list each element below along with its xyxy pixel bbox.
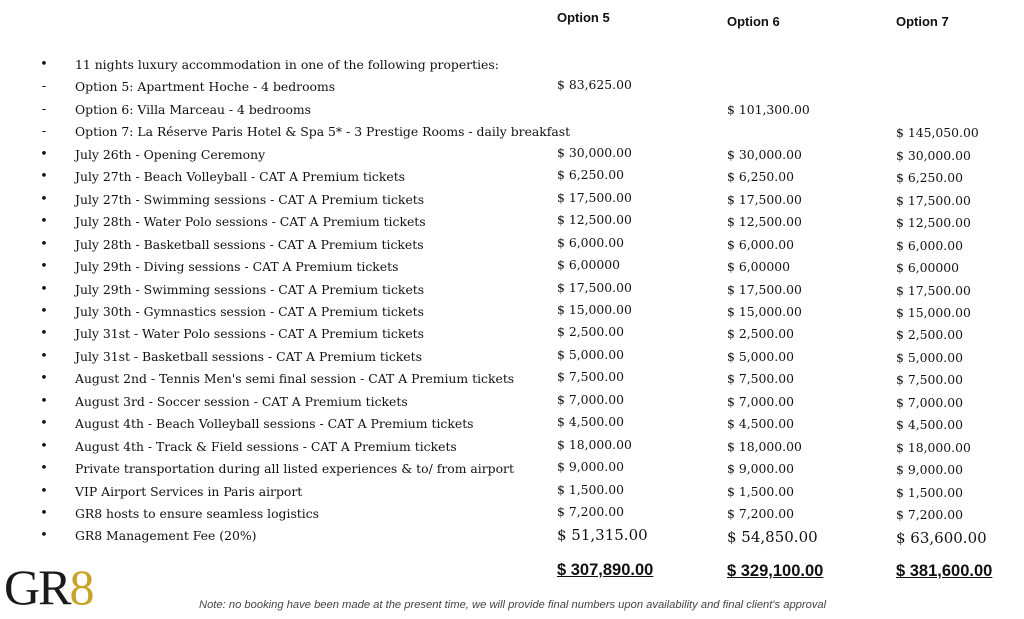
row-option-5-price: $ 30,000.00 [557,144,632,160]
row-option-6-price: $ 17,500.00 [727,281,802,297]
row-option-6-price: $ 54,850.00 [727,528,818,547]
table-row [0,144,1024,169]
row-option-7-price: $ 2,500.00 [896,327,963,343]
row-description: VIP Airport Services in Paris airport [75,483,303,499]
row-description: July 30th - Gymnastics session - CAT A Premium tickets [75,303,424,319]
row-description: August 4th - Beach Volleyball sessions - CAT A Premium tickets [75,416,474,432]
row-option-7-price: $ 18,000.00 [896,439,971,455]
logo-text: GR [4,559,70,615]
row-description: Option 6: Villa Marceau - 4 bedrooms [75,101,312,117]
row-option-7-price: $ 7,500.00 [896,372,963,388]
table-row [0,346,1024,371]
row-description: August 3rd - Soccer session - CAT A Premium tickets [75,393,408,409]
table-row [0,102,1024,124]
table-row [0,461,1024,483]
row-option-5-price: $ 6,00000 [557,257,621,273]
row-option-6-price: $ 1,500.00 [727,483,794,499]
table-row [0,124,1024,146]
table-row [0,234,1024,259]
row-description: July 29th - Diving sessions - CAT A Premium tickets [75,259,399,275]
row-option-7-price: $ 6,250.00 [896,170,963,186]
row-option-5-price: $ 7,000.00 [557,391,624,407]
row-option-7-price: $ 9,000.00 [896,462,963,478]
row-description: Option 7: La Réserve Paris Hotel & Spa 5* - 3 Prestige Rooms - daily breakfast [75,124,571,140]
row-option-5-price: $ 18,000.00 [557,436,632,452]
total-option-6: $ 329,100.00 [727,562,824,580]
row-description: July 27th - Swimming sessions - CAT A Premium tickets [75,191,425,207]
row-option-7-price: $ 7,000.00 [896,394,963,410]
table-row [0,371,1024,393]
row-option-7-price: $ 4,500.00 [896,417,963,433]
row-description: August 2nd - Tennis Men's semi final session - CAT A Premium tickets [75,371,515,387]
header-option-5: Option 5 [557,10,610,25]
row-description: July 31st - Water Polo sessions - CAT A Premium tickets [75,326,424,342]
row-bullet: • [40,259,48,275]
row-description: July 26th - Opening Ceremony [75,146,266,162]
row-option-7-price: $ 5,000.00 [896,349,963,365]
total-option-7: $ 381,600.00 [896,562,993,580]
gr8-logo [4,557,92,617]
row-bullet: • [40,393,48,409]
table-row [0,214,1024,236]
row-option-5-price: $ 83,625.00 [557,77,632,93]
row-option-7-price: $ 17,500.00 [896,282,971,298]
table-row [0,79,1024,101]
row-option-6-price: $ 4,500.00 [727,416,794,432]
row-bullet: • [40,169,48,185]
row-option-5-price: $ 2,500.00 [557,324,624,340]
row-option-5-price: $ 5,000.00 [557,346,624,362]
table-row [0,301,1024,326]
row-option-6-price: $ 7,200.00 [727,506,794,521]
table-row [0,57,1024,79]
row-option-5-price: $ 51,315.00 [557,526,648,545]
row-option-5-price: $ 7,200.00 [557,504,624,519]
row-option-5-price: $ 7,500.00 [557,369,624,385]
row-option-6-price: $ 7,000.00 [727,393,794,409]
row-bullet: • [40,348,48,364]
row-option-7-price: $ 17,500.00 [896,192,971,208]
row-option-5-price: $ 1,500.00 [557,481,624,497]
table-row [0,481,1024,506]
table-row [0,528,1024,550]
row-option-7-price: $ 30,000.00 [896,147,971,163]
row-bullet: - [41,101,47,117]
table-row [0,189,1024,214]
row-option-5-price: $ 6,250.00 [557,167,624,183]
row-bullet: • [40,528,48,544]
row-description: August 4th - Track & Field sessions - CAT A Premium tickets [75,438,457,454]
row-bullet: • [40,191,48,207]
row-option-7-price: $ 12,500.00 [896,215,971,231]
table-row [0,169,1024,191]
row-bullet: • [40,57,48,72]
row-bullet: • [40,214,48,230]
row-option-6-price: $ 12,500.00 [727,214,802,230]
total-option-5: $ 307,890.00 [557,561,654,579]
table-row [0,436,1024,461]
row-bullet: • [40,438,48,454]
row-bullet: • [40,303,48,319]
row-description: Private transportation during all listed experiences & to/ from airport [75,461,514,477]
table-row [0,506,1024,528]
row-option-7-price: $ 63,600.00 [896,529,987,548]
row-bullet: - [41,79,47,95]
logo-accent: 8 [69,559,93,615]
row-option-5-price: $ 6,000.00 [557,234,624,250]
row-bullet: • [40,236,48,252]
row-description: Option 5: Apartment Hoche - 4 bedrooms [75,79,336,95]
row-option-6-price: $ 15,000.00 [727,303,802,319]
header-option-6: Option 6 [727,14,780,29]
row-bullet: • [40,281,48,297]
row-option-7-price: $ 7,200.00 [896,507,963,522]
row-option-6-price: $ 18,000.00 [727,438,802,454]
row-option-6-price: $ 5,000.00 [727,348,794,364]
row-option-6-price: $ 17,500.00 [727,191,802,207]
row-description: July 31st - Basketball sessions - CAT A Premium tickets [75,348,422,364]
row-option-6-price: $ 6,00000 [727,259,791,275]
row-option-6-price: $ 2,500.00 [727,326,794,342]
row-option-5-price: $ 4,500.00 [557,414,624,430]
row-bullet: • [40,461,48,477]
table-row [0,279,1024,304]
row-bullet: - [41,124,47,140]
table-row [0,326,1024,348]
row-option-6-price: $ 9,000.00 [727,461,794,477]
row-description: July 29th - Swimming sessions - CAT A Premium tickets [75,281,425,297]
row-description: July 28th - Basketball sessions - CAT A Premium tickets [75,236,424,252]
row-bullet: • [40,506,48,521]
table-row [0,391,1024,416]
row-option-5-price: $ 17,500.00 [557,279,632,295]
row-description: 11 nights luxury accommodation in one of the following properties: [75,57,499,72]
row-option-7-price: $ 145,050.00 [896,125,979,141]
row-option-6-price: $ 101,300.00 [727,101,810,117]
row-option-5-price: $ 17,500.00 [557,189,632,205]
row-option-5-price: $ 15,000.00 [557,301,632,317]
row-option-6-price: $ 6,250.00 [727,169,794,185]
row-bullet: • [40,146,48,162]
row-option-5-price: $ 9,000.00 [557,459,624,475]
row-description: July 28th - Water Polo sessions - CAT A Premium tickets [75,214,426,230]
row-description: July 27th - Beach Volleyball - CAT A Premium tickets [75,169,406,185]
row-description: GR8 hosts to ensure seamless logistics [75,506,320,521]
row-option-5-price: $ 12,500.00 [557,212,632,228]
row-option-7-price: $ 1,500.00 [896,484,963,500]
row-bullet: • [40,326,48,342]
row-bullet: • [40,416,48,432]
table-row [0,259,1024,281]
footer-note: Note: no booking have been made at the present time, we will provide final numbers upon availability and final client's approval [199,599,827,611]
row-bullet: • [40,483,48,499]
row-description: GR8 Management Fee (20%) [75,528,257,544]
row-option-7-price: $ 6,00000 [896,260,960,276]
row-option-6-price: $ 7,500.00 [727,371,794,387]
row-option-7-price: $ 15,000.00 [896,304,971,320]
row-bullet: • [40,371,48,387]
row-option-7-price: $ 6,000.00 [896,237,963,253]
table-row [0,416,1024,438]
row-option-6-price: $ 30,000.00 [727,146,802,162]
row-option-6-price: $ 6,000.00 [727,236,794,252]
header-option-7: Option 7 [896,14,949,29]
